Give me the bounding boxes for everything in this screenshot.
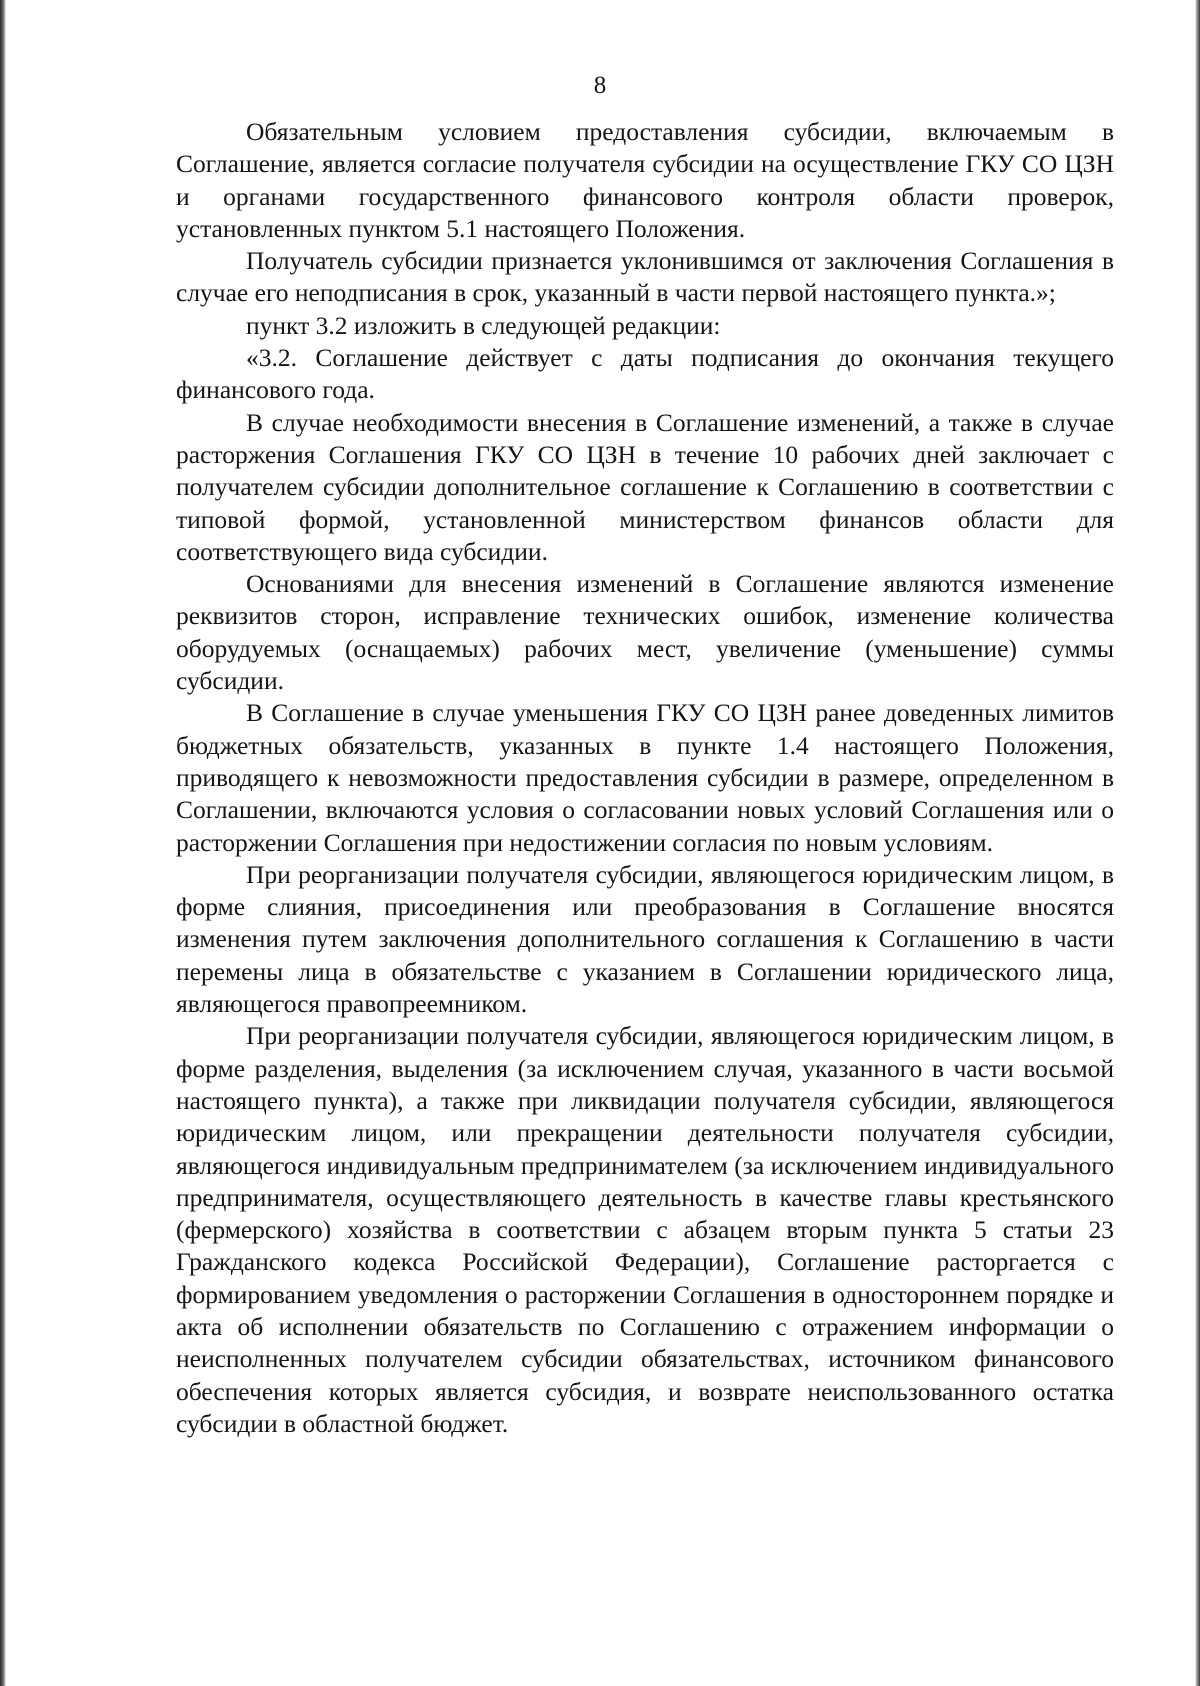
scan-edge-left [0, 0, 6, 1686]
paragraph: При реорганизации получателя субсидии, являющегося юридическим лицом, в форме слияния, присоединения или преобразования в Соглашение вносятся изменения путем заключения дополнительного соглашения к Соглашению в части перемены лица в обязательстве с указанием в Соглашении юридического лица, являющегося правопреемником. [176, 859, 1114, 1019]
document-body [176, 116, 1114, 1440]
paragraph: пункт 3.2 изложить в следующей редакции: [246, 310, 721, 340]
paragraph: При реорганизации получателя субсидии, являющегося юридическим лицом, в форме разделения, выделения (за исключением случая, указанного в части восьмой настоящего пункта), а также при ликвидации получателя субсидии, являющегося юридическим лицом, или прекращении деятельности получателя субсидии, являющегося индивидуальным предпринимателем (за исключением индивидуального предпринимателя, осуществляющего деятельность в качестве главы крестьянского (фермерского) хозяйства в соответствии с абзацем вторым пункта 5 статьи 23 Гражданского кодекса Российской Федерации), Соглашение расторгается с формированием уведомления о расторжении Соглашения в одностороннем порядке и акта об исполнении обязательств по Соглашению с отражением информации о неисполненных получателем субсидии обязательствах, источником финансового обеспечения которых является субсидия, и возврате неиспользованного остатка субсидии в областной бюджет. [176, 1021, 1114, 1438]
paragraph: «3.2. Соглашение действует с даты подписания до окончания текущего финансового года. [176, 343, 1114, 405]
paragraph: Обязательным условием предоставления субсидии, включаемым в Соглашение, является согласие получателя субсидии на осуществление ГКУ СО ЦЗН и органами государственного финансового контроля области проверок, установленных пунктом 5.1 настоящего Положения. [176, 117, 1114, 243]
paragraph: В случае необходимости внесения в Соглашение изменений, а также в случае расторжения Соглашения ГКУ СО ЦЗН в течение 10 рабочих дней заключает с получателем субсидии дополнительное соглашение к Соглашению в соответствии с типовой формой, установленной министерством финансов области для соответствующего вида субсидии. [176, 407, 1114, 566]
paragraph: Основаниями для внесения изменений в Соглашение являются изменение реквизитов сторон, исправление технических ошибок, изменение количества оборудуемых (оснащаемых) рабочих мест, увеличение (уменьшение) суммы субсидии. [176, 569, 1114, 696]
paragraph: Получатель субсидии признается уклонившимся от заключения Соглашения в случае его неподписания в срок, указанный в части первой настоящего пункта.»; [176, 246, 1114, 308]
paragraph: В Соглашение в случае уменьшения ГКУ СО ЦЗН ранее доведенных лимитов бюджетных обязательств, указанных в пункте 1.4 настоящего Положения, приводящего к невозможности предоставления субсидии в размере, определенном в Соглашении, включаются условия о согласовании новых условий Соглашения или о расторжении Соглашения при недостижении согласия по новым условиям. [176, 698, 1114, 857]
page-number: 8 [593, 72, 607, 99]
scan-edge-right [1195, 0, 1200, 1686]
